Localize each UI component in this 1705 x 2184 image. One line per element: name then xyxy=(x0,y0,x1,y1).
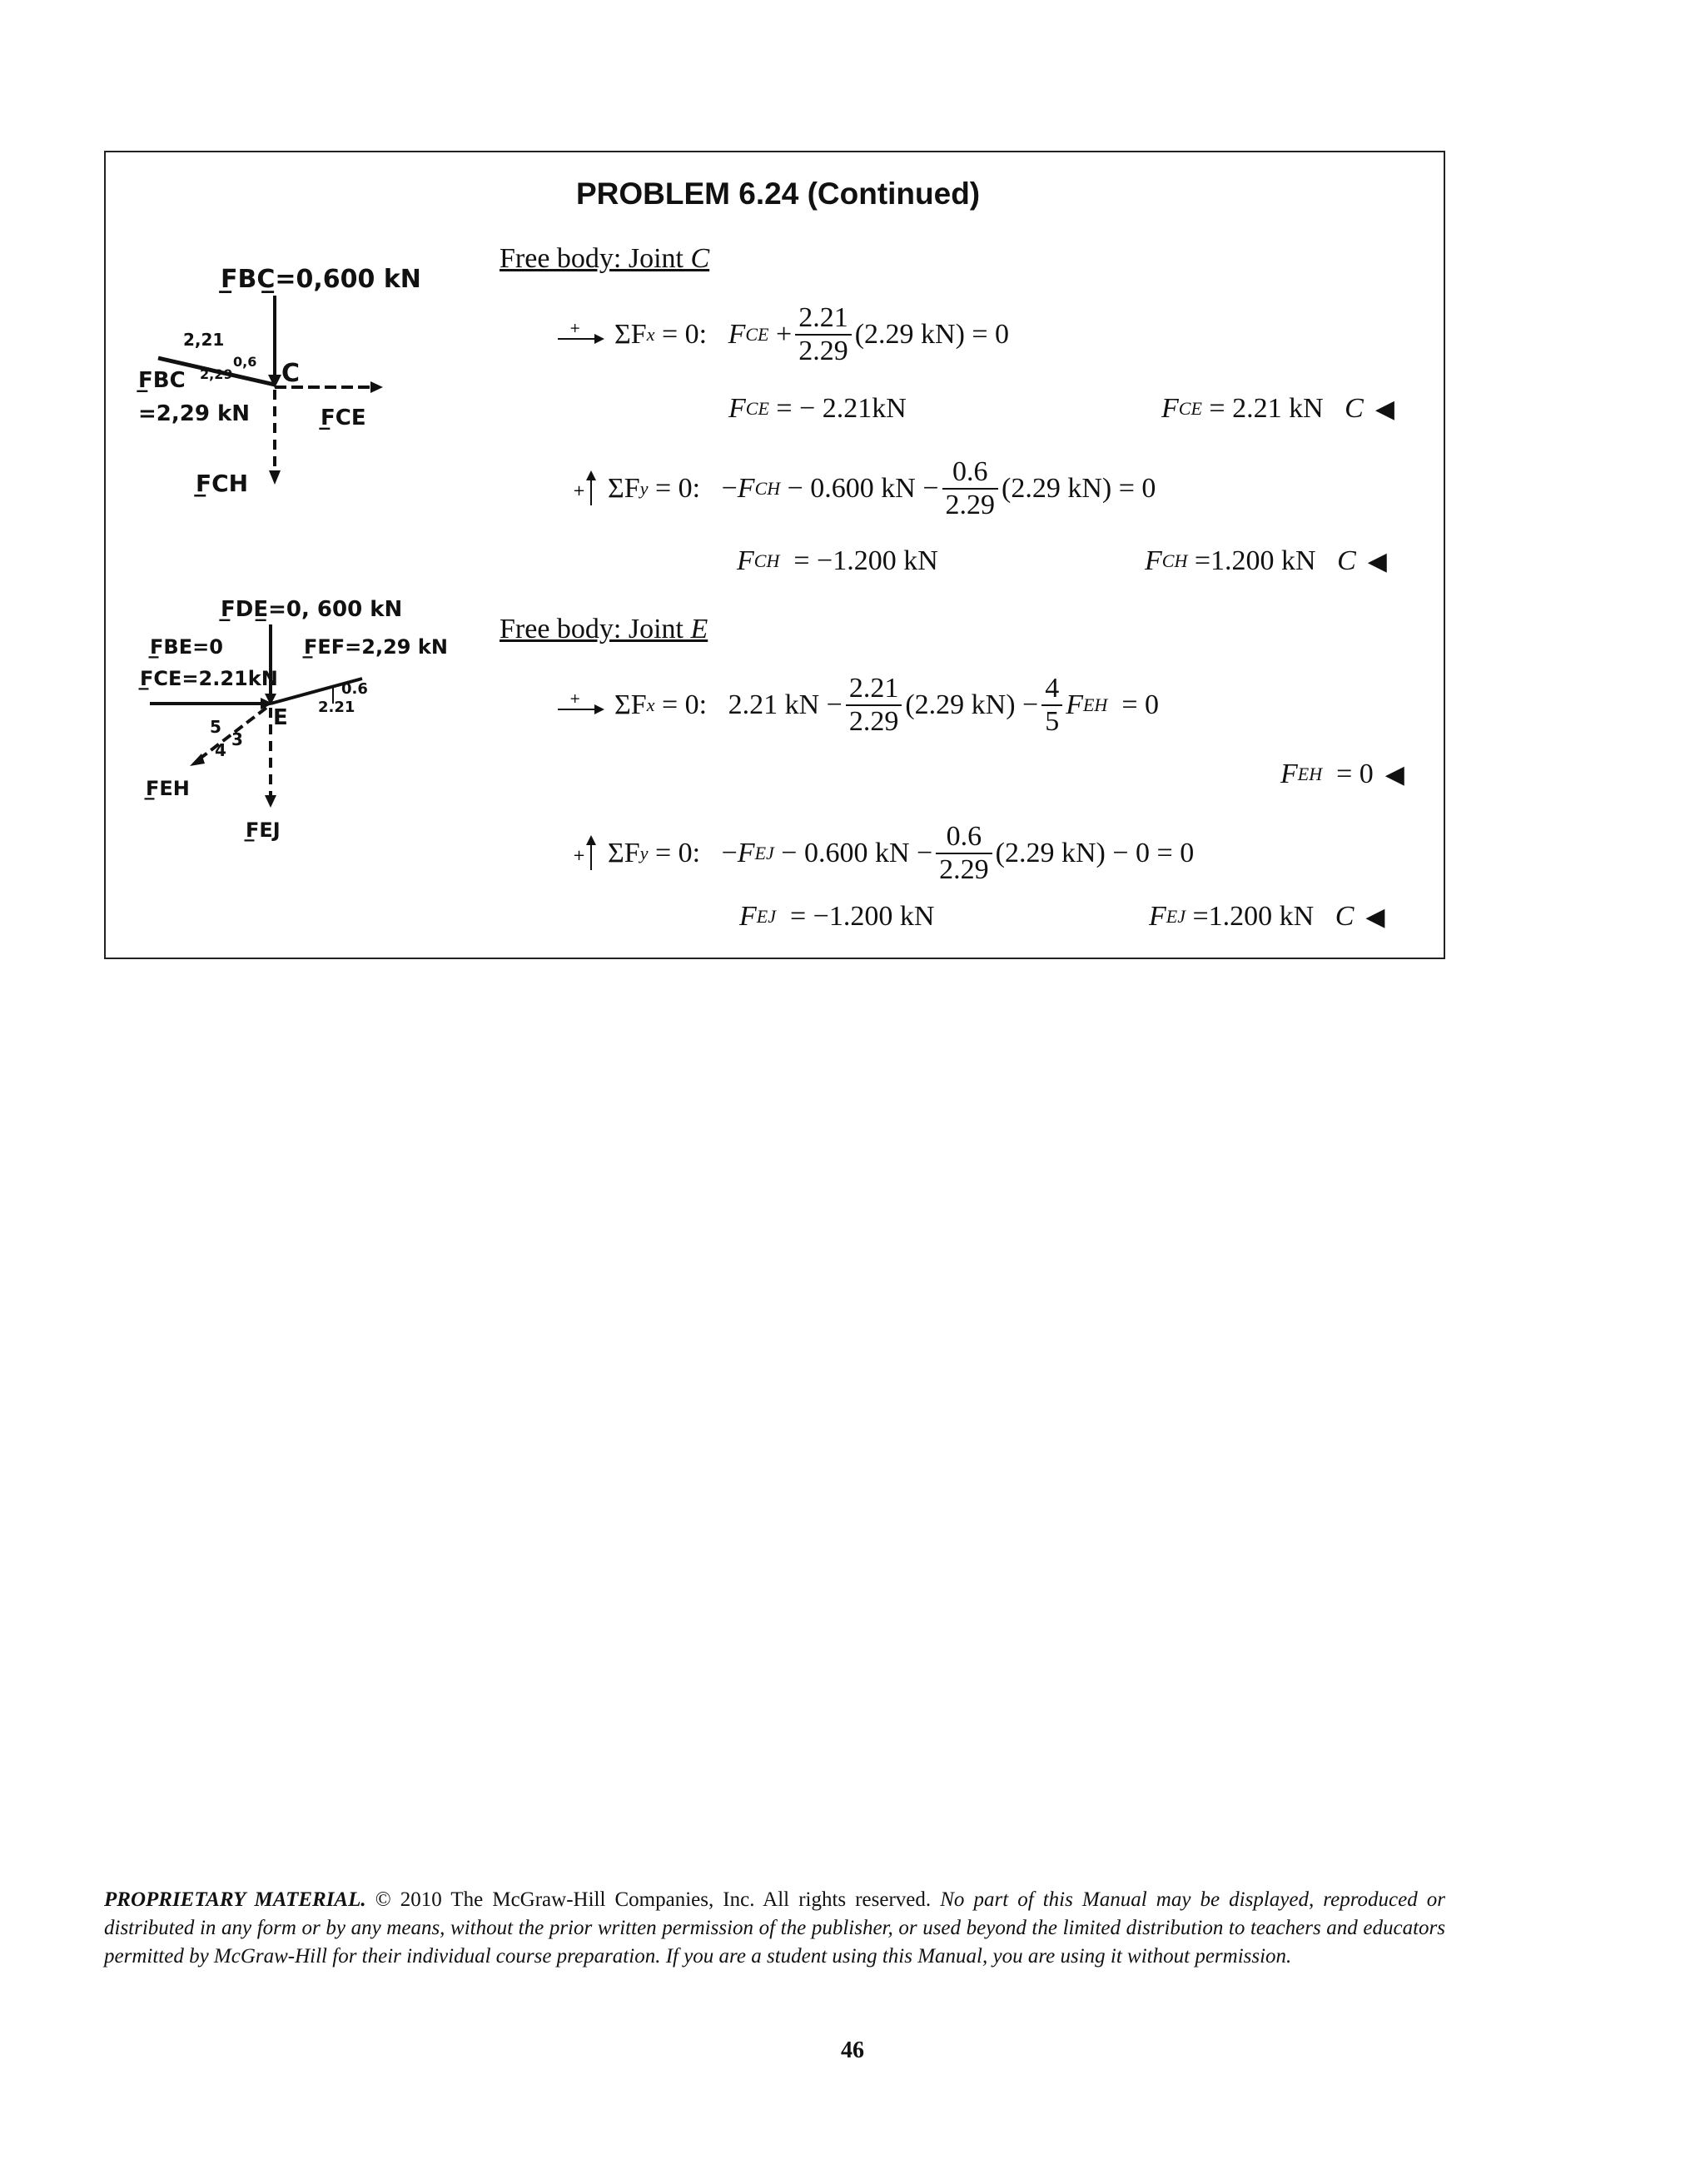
joint-c-sketch xyxy=(133,258,421,516)
joint-e-eq-x: + ΣF x = 0: 2.21 kN − $\frac{2.21}{2.29}$ (2.29 kN) − $\frac{4}{5}$ F EH = 0 xyxy=(556,673,1159,738)
svg-text:+: + xyxy=(569,690,581,706)
sketch-label: F̲BE=0 xyxy=(150,635,223,659)
svg-text:+: + xyxy=(573,482,586,500)
sketch-label: F̲CH xyxy=(196,470,249,497)
sketch-label: 2,29 xyxy=(200,366,233,382)
joint-e-answer-fej: F EJ =1.200 kN C ◀ xyxy=(1149,901,1385,932)
sketch-label: 0,6 xyxy=(233,354,257,370)
copyright-footer: PROPRIETARY MATERIAL. © 2010 The McGraw-Hill Companies, Inc. All rights reserved. No part of this Manual may be displayed, reproduced or distributed in any form or by any means, without the prior written permission of the publisher, or used beyond the limited distribution to teachers and educators permitted by McGraw-Hill for their individual course preparation. If you are a student using this Manual, you are using it without permission. xyxy=(104,1888,1446,1968)
joint-c-answer-fch: F CH =1.200 kN C ◀ xyxy=(1145,545,1387,576)
arrow-up-icon xyxy=(573,835,599,872)
joint-c-heading: Free body: Joint C xyxy=(500,243,710,274)
sketch-label: C xyxy=(281,359,301,388)
joint-e-heading: Free body: Joint E xyxy=(500,614,708,644)
svg-text:+: + xyxy=(573,847,586,864)
sketch-label: F̲CE=2.21kN xyxy=(140,667,278,690)
sketch-label: 3 xyxy=(231,729,243,749)
sketch-label: =2,29 kN xyxy=(138,401,251,426)
arrow-right-icon xyxy=(556,690,606,718)
sketch-label: 2.21 xyxy=(318,699,355,716)
sketch-label: F̲EJ xyxy=(246,818,281,842)
page-number: 46 xyxy=(841,2037,864,2063)
sketch-label: E xyxy=(273,705,288,730)
sketch-label: 2,21 xyxy=(183,330,225,350)
sketch-label: 0.6 xyxy=(341,680,368,698)
svg-text:+: + xyxy=(569,320,581,336)
page-title: PROBLEM 6.24 (Continued) xyxy=(576,177,981,211)
joint-c-result-fce: F CE = − 2.21kN xyxy=(728,393,907,424)
sketch-label: F̲BC̲=0,600 kN xyxy=(221,265,421,294)
joint-c-eq-x: + ΣF x = 0: F CE + $\frac{2.21}{2.29}$ (2.29 kN) = 0 xyxy=(556,302,1009,367)
sketch-label: 5 xyxy=(210,717,221,737)
joint-e-eq-y: + ΣF y = 0: − F EJ − 0.600 kN − $\frac{0.6}{2.29}$ (2.29 kN) − 0 = 0 xyxy=(573,821,1195,885)
arrow-right-icon xyxy=(556,322,606,347)
sketch-label: F̲DE̲=0, 600 kN xyxy=(221,597,403,622)
arrow-up-icon xyxy=(573,470,599,507)
joint-e-sketch xyxy=(133,587,450,853)
joint-e-answer-feh: F EH = 0 ◀ xyxy=(1280,759,1404,789)
joint-e-result-fej: F EJ = −1.200 kN xyxy=(739,901,935,932)
joint-c-result-fch: F CH = −1.200 kN xyxy=(737,545,938,576)
joint-c-answer-fce: F CE = 2.21 kN C ◀ xyxy=(1161,393,1394,424)
sketch-label: F̲BC xyxy=(138,368,186,393)
sketch-label: F̲CE xyxy=(321,405,366,430)
sketch-label: F̲EF=2,29 kN xyxy=(304,635,448,659)
sketch-label: F̲EH xyxy=(146,777,190,800)
sketch-label: 4 xyxy=(215,740,226,760)
joint-c-eq-y: + ΣF y = 0: − F CH − 0.600 kN − $\frac{0.6}{2.29}$ (2.29 kN) = 0 xyxy=(573,456,1156,520)
